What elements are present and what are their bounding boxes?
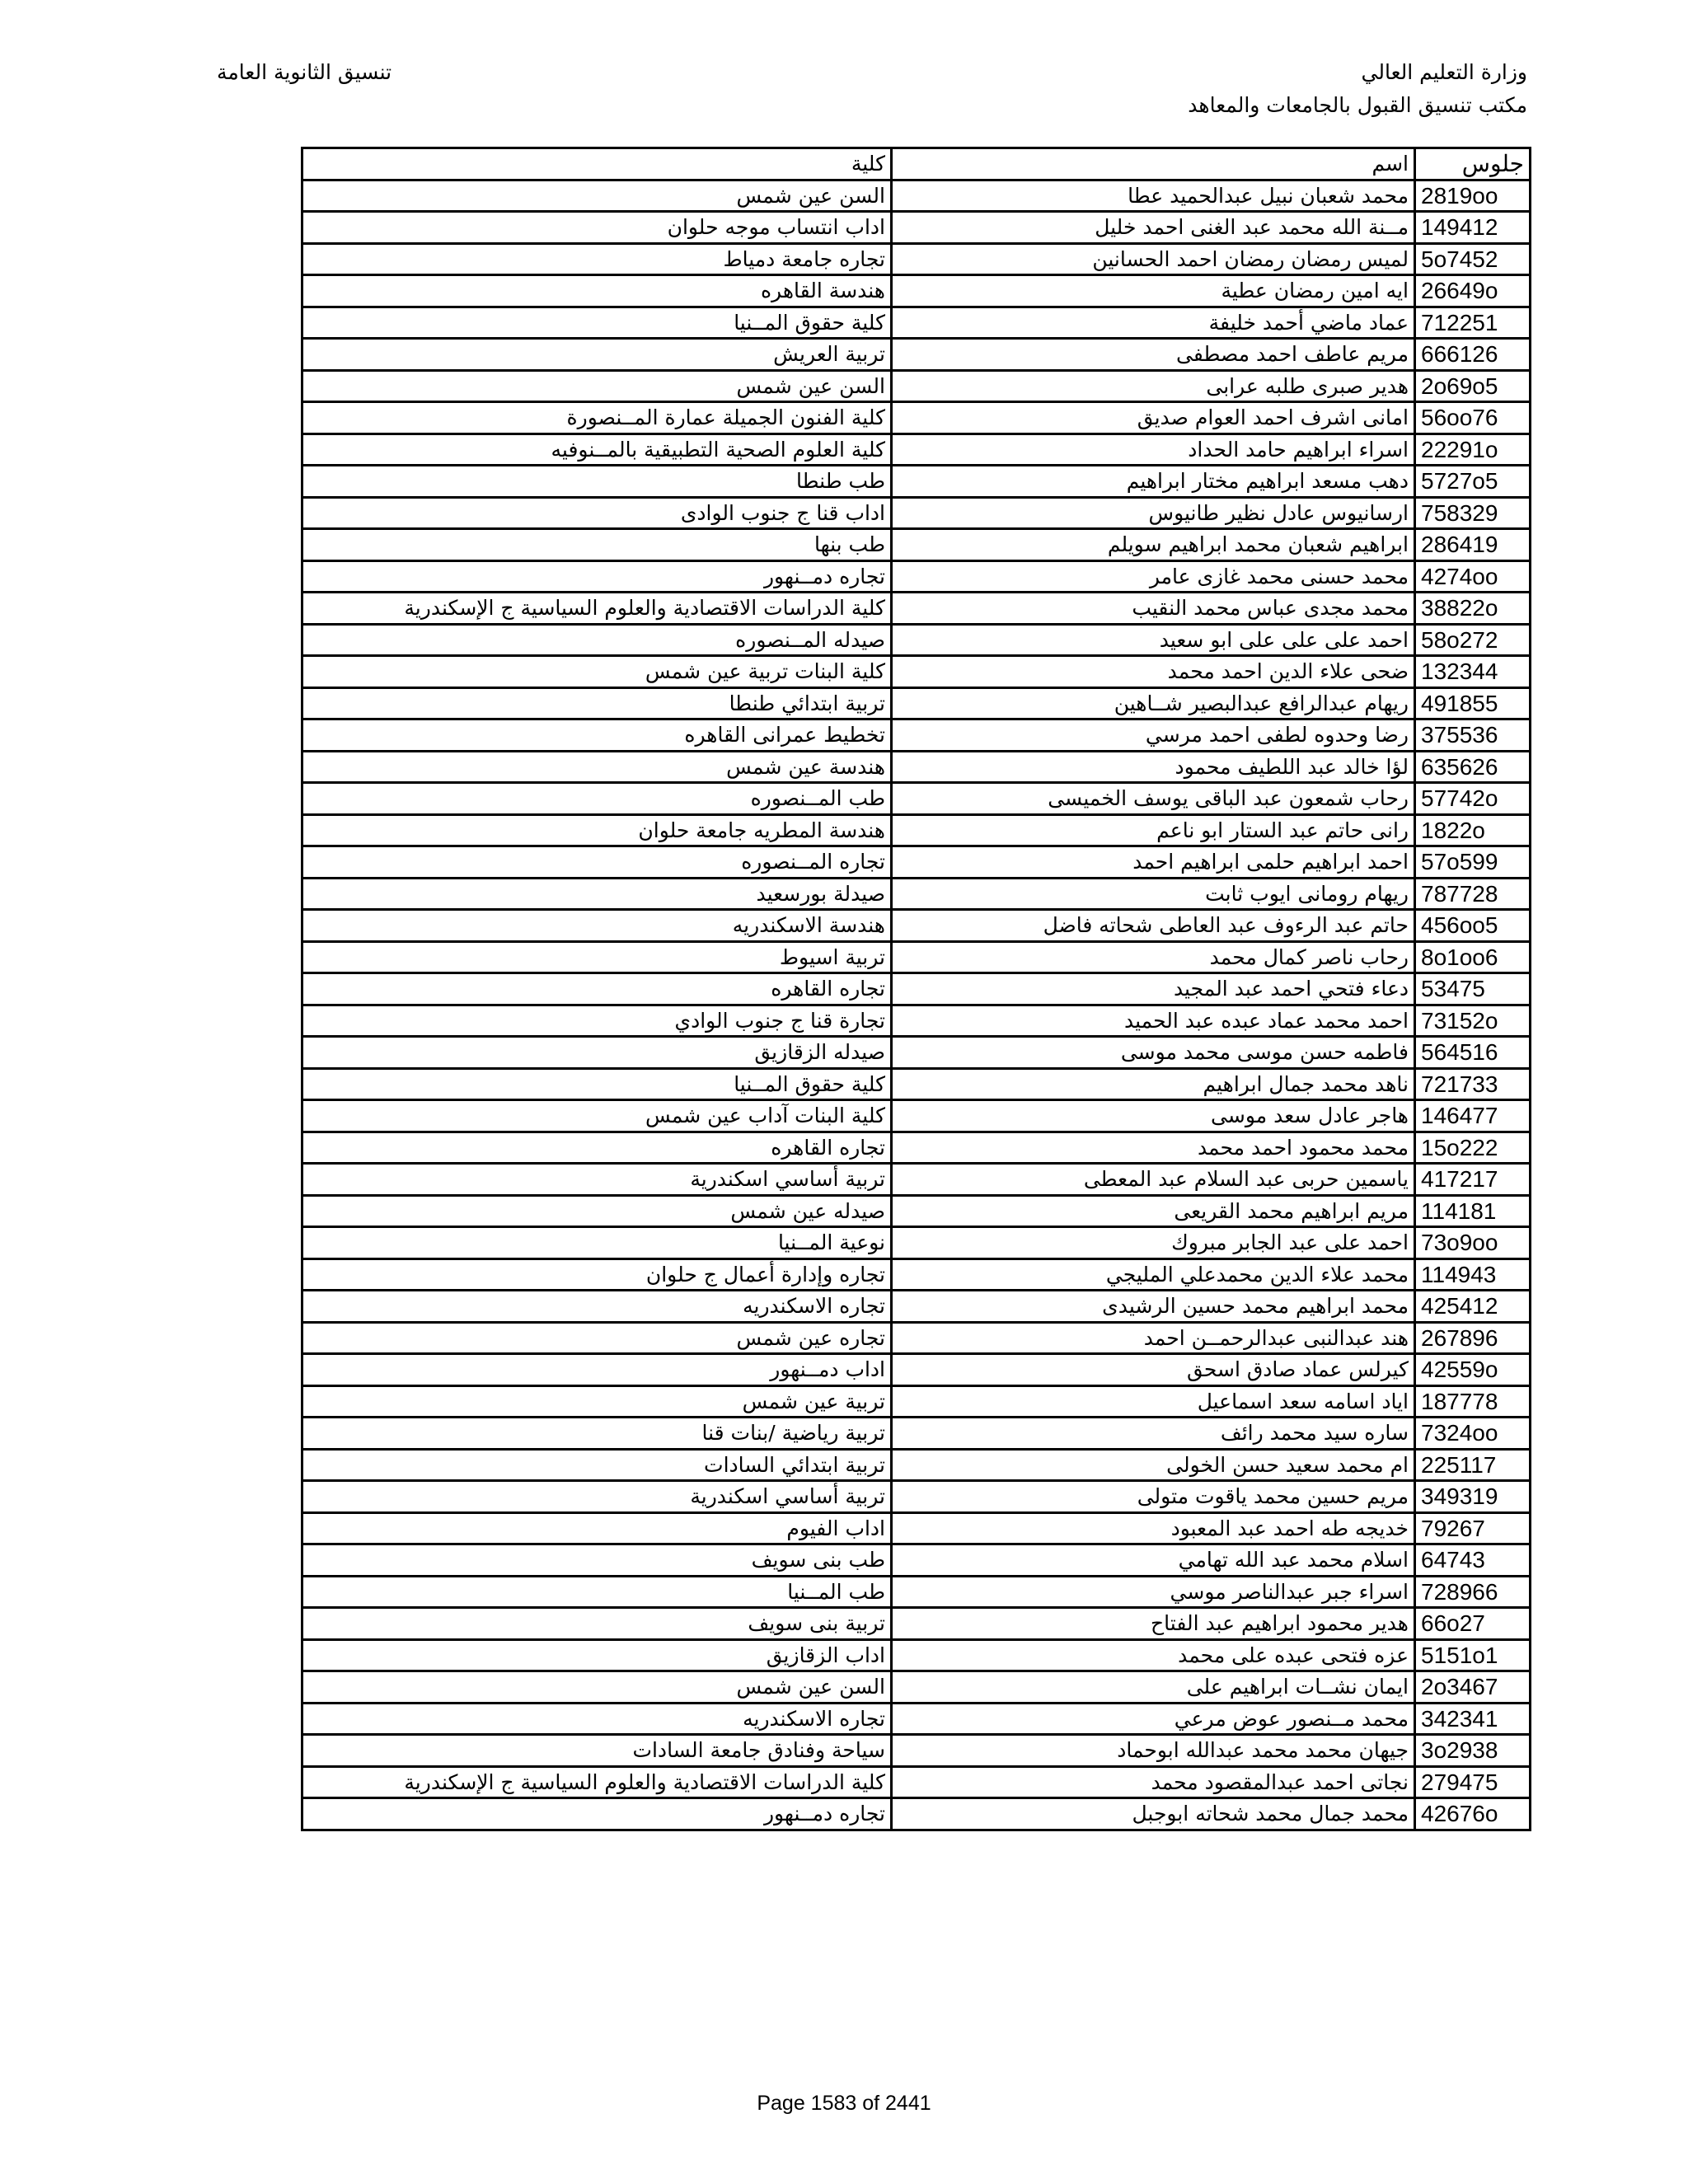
seat-cell: 349319 — [1415, 1481, 1531, 1513]
table-row — [302, 973, 1531, 1005]
table-row — [302, 783, 1531, 815]
name-cell: لؤا خالد عبد اللطيف محمود — [892, 751, 1415, 783]
college-cell: كلية الدراسات الاقتصادية والعلوم السياسية ج الإسكندرية — [302, 593, 892, 625]
table-row — [302, 687, 1531, 719]
name-cell: ارسانيوس عادل نظير طانيوس — [892, 497, 1415, 529]
college-cell: تربية رياضية /بنات قنا — [302, 1418, 892, 1450]
seat-cell: 286419 — [1415, 529, 1531, 561]
seat-cell: 712251 — [1415, 307, 1531, 339]
table-row — [302, 1703, 1531, 1735]
table-row — [302, 243, 1531, 275]
seat-cell: 7324oo — [1415, 1418, 1531, 1450]
college-cell: كلية الفنون الجميلة عمارة المــنصورة — [302, 402, 892, 434]
college-cell: تجاره القاهره — [302, 1132, 892, 1164]
college-cell: تربية بنى سويف — [302, 1608, 892, 1640]
seat-cell: 8o1oo6 — [1415, 941, 1531, 973]
seat-cell: 57742o — [1415, 783, 1531, 815]
name-cell: رحاب ناصر كمال محمد — [892, 941, 1415, 973]
table-row — [302, 593, 1531, 625]
name-cell: جيهان محمد محمد عبدالله ابوحماد — [892, 1735, 1415, 1767]
college-cell: طب بنها — [302, 529, 892, 561]
seat-cell: 26649o — [1415, 275, 1531, 307]
name-cell: رانى حاتم عبد الستار ابو ناعم — [892, 814, 1415, 846]
seat-cell: 58o272 — [1415, 624, 1531, 656]
name-cell: احمد ابراهيم حلمى ابراهيم احمد — [892, 846, 1415, 879]
seat-cell: 5151o1 — [1415, 1639, 1531, 1671]
seat-cell: 53475 — [1415, 973, 1531, 1005]
table-row — [302, 212, 1531, 244]
name-cell: احمد على على على ابو سعيد — [892, 624, 1415, 656]
results-table — [301, 147, 1531, 1831]
table-row — [302, 1322, 1531, 1354]
table-row — [302, 466, 1531, 498]
college-cell: هندسة القاهره — [302, 275, 892, 307]
ministry-title: وزارة التعليم العالي — [1361, 60, 1527, 84]
seat-cell: 5727o5 — [1415, 466, 1531, 498]
table-row — [302, 1766, 1531, 1798]
college-cell: هندسة الاسكندريه — [302, 910, 892, 942]
college-cell: تجاره عين شمس — [302, 1322, 892, 1354]
name-cell: ام محمد سعيد حسن الخولى — [892, 1449, 1415, 1481]
seat-cell: 564516 — [1415, 1037, 1531, 1069]
table-row — [302, 1132, 1531, 1164]
college-cell: كلية العلوم الصحية التطبيقية بالمــنوفيه — [302, 434, 892, 466]
table-row — [302, 1418, 1531, 1450]
seat-cell: 114943 — [1415, 1258, 1531, 1291]
seat-cell: 15o222 — [1415, 1132, 1531, 1164]
name-cell: محمد محمود احمد محمد — [892, 1132, 1415, 1164]
name-cell: مــنة الله محمد عبد الغنى احمد خليل — [892, 212, 1415, 244]
name-cell: مريم حسين محمد ياقوت متولى — [892, 1481, 1415, 1513]
seat-cell: 57o599 — [1415, 846, 1531, 879]
name-cell: ياسمين حربى عبد السلام عبد المعطى — [892, 1164, 1415, 1196]
college-cell: طب المــنصوره — [302, 783, 892, 815]
seat-cell: 225117 — [1415, 1449, 1531, 1481]
name-cell: ريهام عبدالرافع عبدالبصير شــاهين — [892, 687, 1415, 719]
table-row — [302, 529, 1531, 561]
seat-cell: 728966 — [1415, 1576, 1531, 1608]
seat-cell: 3o2938 — [1415, 1735, 1531, 1767]
seat-cell: 149412 — [1415, 212, 1531, 244]
college-cell: كلية الدراسات الاقتصادية والعلوم السياسية ج الإسكندرية — [302, 1766, 892, 1798]
college-cell: طب طنطا — [302, 466, 892, 498]
seat-cell: 666126 — [1415, 339, 1531, 371]
name-cell: فاطمه حسن موسى محمد موسى — [892, 1037, 1415, 1069]
name-cell: احمد محمد عماد عبده عبد الحميد — [892, 1005, 1415, 1037]
college-cell: تجاره دمــنهور — [302, 560, 892, 593]
table-row — [302, 624, 1531, 656]
column-header-name: اسم — [892, 148, 1415, 180]
table-row — [302, 1068, 1531, 1100]
table-row — [302, 878, 1531, 910]
seat-cell: 42676o — [1415, 1798, 1531, 1830]
table-row — [302, 339, 1531, 371]
seat-cell: 2o69o5 — [1415, 370, 1531, 402]
college-cell: كلية حقوق المــنيا — [302, 1068, 892, 1100]
column-header-college: كلية — [302, 148, 892, 180]
table-row — [302, 180, 1531, 212]
table-row — [302, 1354, 1531, 1386]
college-cell: تجاره دمــنهور — [302, 1798, 892, 1830]
table-row — [302, 402, 1531, 434]
name-cell: محمد حسنى محمد غازى عامر — [892, 560, 1415, 593]
college-cell: كلية البنات تربية عين شمس — [302, 656, 892, 688]
seat-cell: 342341 — [1415, 1703, 1531, 1735]
table-row — [302, 1512, 1531, 1544]
seat-cell: 267896 — [1415, 1322, 1531, 1354]
table-row — [302, 941, 1531, 973]
seat-cell: 721733 — [1415, 1068, 1531, 1100]
table-row — [302, 1195, 1531, 1227]
college-cell: تربية ابتدائي السادات — [302, 1449, 892, 1481]
name-cell: محمد جمال محمد شحاته ابوجبل — [892, 1798, 1415, 1830]
college-cell: تربية العريش — [302, 339, 892, 371]
table-row — [302, 1576, 1531, 1608]
name-cell: ايمان نشــات ابراهيم على — [892, 1671, 1415, 1704]
name-cell: احمد على عبد الجابر مبروك — [892, 1227, 1415, 1259]
college-cell: طب بنى سويف — [302, 1544, 892, 1577]
seat-cell: 425412 — [1415, 1291, 1531, 1323]
college-cell: طب المــنيا — [302, 1576, 892, 1608]
table-row — [302, 1100, 1531, 1132]
table-row — [302, 497, 1531, 529]
seat-cell: 79267 — [1415, 1512, 1531, 1544]
name-cell: اسراء ابراهيم حامد الحداد — [892, 434, 1415, 466]
name-cell: دهب مسعد ابراهيم مختار ابراهيم — [892, 466, 1415, 498]
college-cell: تربية عين شمس — [302, 1385, 892, 1418]
table-row — [302, 1005, 1531, 1037]
name-cell: امانى اشرف احمد العوام صديق — [892, 402, 1415, 434]
table-row — [302, 1639, 1531, 1671]
seat-cell: 2o3467 — [1415, 1671, 1531, 1704]
name-cell: محمد علاء الدين محمدعلي المليجي — [892, 1258, 1415, 1291]
college-cell: تجاره وإدارة أعمال ج حلوان — [302, 1258, 892, 1291]
name-cell: دعاء فتحي احمد عبد المجيد — [892, 973, 1415, 1005]
table-header-row — [302, 148, 1531, 180]
college-cell: تربية أساسي اسكندرية — [302, 1481, 892, 1513]
table-row — [302, 1258, 1531, 1291]
seat-cell: 42559o — [1415, 1354, 1531, 1386]
college-cell: اداب انتساب موجه حلوان — [302, 212, 892, 244]
table-row — [302, 1608, 1531, 1640]
name-cell: اسراء جبر عبدالناصر موسي — [892, 1576, 1415, 1608]
name-cell: محمد مجدى عباس محمد النقيب — [892, 593, 1415, 625]
seat-cell: 114181 — [1415, 1195, 1531, 1227]
seat-cell: 375536 — [1415, 719, 1531, 752]
table-body — [302, 180, 1531, 1830]
seat-cell: 4274oo — [1415, 560, 1531, 593]
name-cell: محمد ابراهيم محمد حسين الرشيدى — [892, 1291, 1415, 1323]
seat-cell: 456oo5 — [1415, 910, 1531, 942]
college-cell: تجارة قنا ج جنوب الوادي — [302, 1005, 892, 1037]
name-cell: مريم عاطف احمد مصطفى — [892, 339, 1415, 371]
name-cell: اياد اسامه سعد اسماعيل — [892, 1385, 1415, 1418]
table-row — [302, 1164, 1531, 1196]
name-cell: رحاب شمعون عبد الباقى يوسف الخميسى — [892, 783, 1415, 815]
college-cell: هندسة المطريه جامعة حلوان — [302, 814, 892, 846]
table-row — [302, 1227, 1531, 1259]
seat-cell: 187778 — [1415, 1385, 1531, 1418]
college-cell: السن عين شمس — [302, 180, 892, 212]
seat-cell: 279475 — [1415, 1766, 1531, 1798]
college-cell: تجاره القاهره — [302, 973, 892, 1005]
table-row — [302, 1735, 1531, 1767]
name-cell: نجاتى احمد عبدالمقصود محمد — [892, 1766, 1415, 1798]
table-row — [302, 1291, 1531, 1323]
name-cell: حاتم عبد الرءوف عبد العاطى شحاته فاضل — [892, 910, 1415, 942]
table-row — [302, 1544, 1531, 1577]
seat-cell: 38822o — [1415, 593, 1531, 625]
seat-cell: 146477 — [1415, 1100, 1531, 1132]
seat-cell: 758329 — [1415, 497, 1531, 529]
college-cell: اداب الفيوم — [302, 1512, 892, 1544]
seat-cell: 73152o — [1415, 1005, 1531, 1037]
seat-cell: 787728 — [1415, 878, 1531, 910]
college-cell: تربية اسيوط — [302, 941, 892, 973]
seat-cell: 132344 — [1415, 656, 1531, 688]
table-row — [302, 656, 1531, 688]
table-row — [302, 1037, 1531, 1069]
seat-cell: 635626 — [1415, 751, 1531, 783]
table-row — [302, 1671, 1531, 1704]
seat-cell: 491855 — [1415, 687, 1531, 719]
table-row — [302, 814, 1531, 846]
seat-cell: 22291o — [1415, 434, 1531, 466]
seat-cell: 64743 — [1415, 1544, 1531, 1577]
college-cell: السن عين شمس — [302, 1671, 892, 1704]
seat-cell: 417217 — [1415, 1164, 1531, 1196]
college-cell: تجاره الاسكندريه — [302, 1703, 892, 1735]
table-row — [302, 751, 1531, 783]
college-cell: تربية أساسي اسكندرية — [302, 1164, 892, 1196]
page-number: Page 1583 of 2441 — [757, 2092, 931, 2115]
table-row — [302, 275, 1531, 307]
table-row — [302, 1798, 1531, 1830]
college-cell: نوعية المــنيا — [302, 1227, 892, 1259]
seat-cell: 1822o — [1415, 814, 1531, 846]
name-cell: ناهد محمد جمال ابراهيم — [892, 1068, 1415, 1100]
name-cell: محمد مــنصور عوض مرعي — [892, 1703, 1415, 1735]
name-cell: عزه فتحى عبده على محمد — [892, 1639, 1415, 1671]
college-cell: صيدلة بورسعيد — [302, 878, 892, 910]
college-cell: صيدله المــنصوره — [302, 624, 892, 656]
table-row — [302, 307, 1531, 339]
college-cell: تجاره الاسكندريه — [302, 1291, 892, 1323]
college-cell: اداب قنا ج جنوب الوادى — [302, 497, 892, 529]
college-cell: سياحة وفنادق جامعة السادات — [302, 1735, 892, 1767]
table-row — [302, 370, 1531, 402]
name-cell: عماد ماضي أحمد خليفة — [892, 307, 1415, 339]
name-cell: ايه امين رمضان عطية — [892, 275, 1415, 307]
college-cell: تخطيط عمرانى القاهره — [302, 719, 892, 752]
name-cell: ريهام رومانى ايوب ثابت — [892, 878, 1415, 910]
table-row — [302, 1481, 1531, 1513]
table-row — [302, 434, 1531, 466]
seat-cell: 56oo76 — [1415, 402, 1531, 434]
table-row — [302, 910, 1531, 942]
name-cell: هاجر عادل سعد موسى — [892, 1100, 1415, 1132]
college-cell: تربية ابتدائي طنطا — [302, 687, 892, 719]
name-cell: محمد شعبان نبيل عبدالحميد عطا — [892, 180, 1415, 212]
office-title: مكتب تنسيق القبول بالجامعات والمعاهد — [1188, 93, 1527, 117]
name-cell: لميس رمضان رمضان احمد الحسانين — [892, 243, 1415, 275]
college-cell: صيدله الزقازيق — [302, 1037, 892, 1069]
name-cell: مريم ابراهيم محمد القريعى — [892, 1195, 1415, 1227]
seat-cell: 5o7452 — [1415, 243, 1531, 275]
table-row — [302, 846, 1531, 879]
name-cell: خديجه طه احمد عبد المعبود — [892, 1512, 1415, 1544]
name-cell: اسلام محمد عبد الله تهامي — [892, 1544, 1415, 1577]
header-ministry-block — [1188, 56, 1527, 122]
college-cell: اداب دمــنهور — [302, 1354, 892, 1386]
name-cell: ساره سيد محمد رائف — [892, 1418, 1415, 1450]
college-cell: كلية البنات آداب عين شمس — [302, 1100, 892, 1132]
seat-cell: 66o27 — [1415, 1608, 1531, 1640]
seat-cell: 2819oo — [1415, 180, 1531, 212]
column-header-seat: جلوس — [1415, 148, 1531, 180]
college-cell: اداب الزقازيق — [302, 1639, 892, 1671]
table-row — [302, 719, 1531, 752]
seat-cell: 73o9oo — [1415, 1227, 1531, 1259]
coordination-title: تنسيق الثانوية العامة — [217, 60, 392, 84]
name-cell: ضحى علاء الدين احمد محمد — [892, 656, 1415, 688]
name-cell: ابراهيم شعبان محمد ابراهيم سويلم — [892, 529, 1415, 561]
college-cell: صيدله عين شمس — [302, 1195, 892, 1227]
table-row — [302, 1449, 1531, 1481]
name-cell: هدير صبرى طلبه عرابى — [892, 370, 1415, 402]
college-cell: السن عين شمس — [302, 370, 892, 402]
table-row — [302, 560, 1531, 593]
name-cell: رضا وحدوه لطفى احمد مرسي — [892, 719, 1415, 752]
table-row — [302, 1385, 1531, 1418]
college-cell: تجاره جامعة دمياط — [302, 243, 892, 275]
name-cell: هدير محمود ابراهيم عبد الفتاح — [892, 1608, 1415, 1640]
name-cell: كيرلس عماد صادق اسحق — [892, 1354, 1415, 1386]
college-cell: هندسة عين شمس — [302, 751, 892, 783]
college-cell: كلية حقوق المــنيا — [302, 307, 892, 339]
name-cell: هند عبدالنبى عبدالرحمــن احمد — [892, 1322, 1415, 1354]
college-cell: تجاره المــنصوره — [302, 846, 892, 879]
